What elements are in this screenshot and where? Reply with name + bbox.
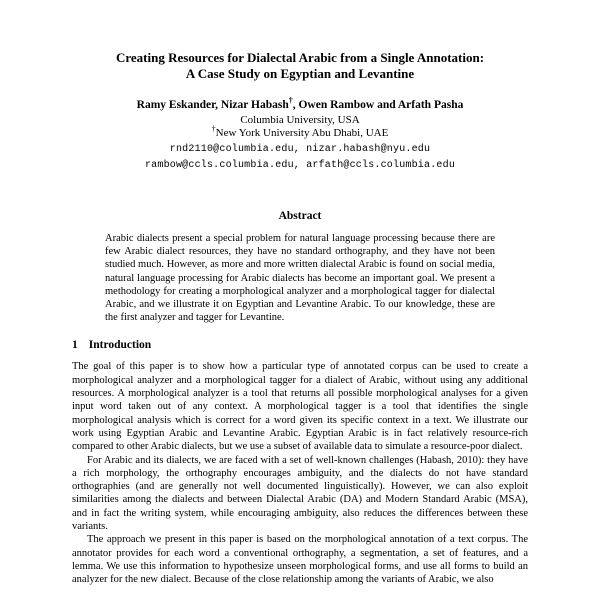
authors-part-1: Ramy Eskander, Nizar Habash xyxy=(136,99,289,111)
paragraph-1: The goal of this paper is to show how a particular type of annotated corpus can be used to create a morphological analyzer and a morphological tagger for a dialect of Arabic, without using any additional resources. A morphological analyzer is a tool that returns all possible morphological analyses for a given input word taken out of any context. A morphological tagger is a tool that identifies the single morphological analysis which is correct for a word given its specific context in a text. We illustrate our work using Egyptian Arabic and Levantine Arabic. Egyptian Arabic is in fact relatively resource-rich compared to other Arabic dialects, but we use a subset of available data to simulate a resource-poor dialect. xyxy=(72,361,528,453)
email-line-1: rnd2110@columbia.edu, nizar.habash@nyu.edu xyxy=(169,144,431,155)
authors-part-2: , Owen Rambow and Arfath Pasha xyxy=(292,99,464,111)
affiliation-line-2 xyxy=(72,124,528,140)
title-line-2: A Case Study on Egyptian and Levantine xyxy=(185,66,415,81)
affiliation-2-text: New York University Abu Dhabi, UAE xyxy=(215,127,389,139)
paragraph-3: The approach we present in this paper is based on the morphological annotation of a text corpus. The annotator provides for each word a conventional orthography, a segmentation, a set of features, and a lemma. We use this information to hypothesize unseen morphological forms, and use all forms to build an analyzer for the new dialect. Because of the close relationship among the variants of Arabic, we also xyxy=(72,534,528,586)
dagger-symbol: † xyxy=(288,96,293,106)
affiliation-line-1: Columbia University, USA xyxy=(240,114,360,126)
section-title: Introduction xyxy=(88,339,152,352)
authors-line xyxy=(72,98,528,112)
abstract-heading: Abstract xyxy=(278,210,322,222)
dagger-symbol: † xyxy=(211,124,216,134)
introduction-body xyxy=(72,360,528,586)
abstract-text: Arabic dialects present a special problem for natural language processing because there are few Arabic dialect resources, they have no standard orthography, and they have not been studied much. However, as more and more written dialectal Arabic is found on social media, natural language processing for Arabic dialects has become an important goal. We present a methodology for creating a morphological analyzer and a morphological tagger for dialectal Arabic, and we illustrate it on Egyptian and Levantine Arabic. To our knowledge, these are the first analyzer and tagger for Levantine. xyxy=(105,233,495,324)
section-number: 1 xyxy=(72,339,78,352)
title-line-1: Creating Resources for Dialectal Arabic from a Single Annotation: xyxy=(115,50,485,65)
paper-title xyxy=(72,50,528,82)
paragraph-2: For Arabic and its dialects, we are faced with a set of well-known challenges (Habash, 2010): they have a rich morphology, the orthography encourages ambiguity, and the dialects do not have standard orthographies (and are generally not well documented linguistically). However, we can also exploit similarities among the dialects and between Dialectal Arabic (DA) and Modern Standard Arabic (MSA), and in fact the writing system, while encouraging ambiguity, also reduces the differences between these variants. xyxy=(72,454,528,532)
section-1-heading xyxy=(72,339,528,351)
email-line-2: rambow@ccls.columbia.edu, arfath@ccls.columbia.edu xyxy=(144,160,456,171)
